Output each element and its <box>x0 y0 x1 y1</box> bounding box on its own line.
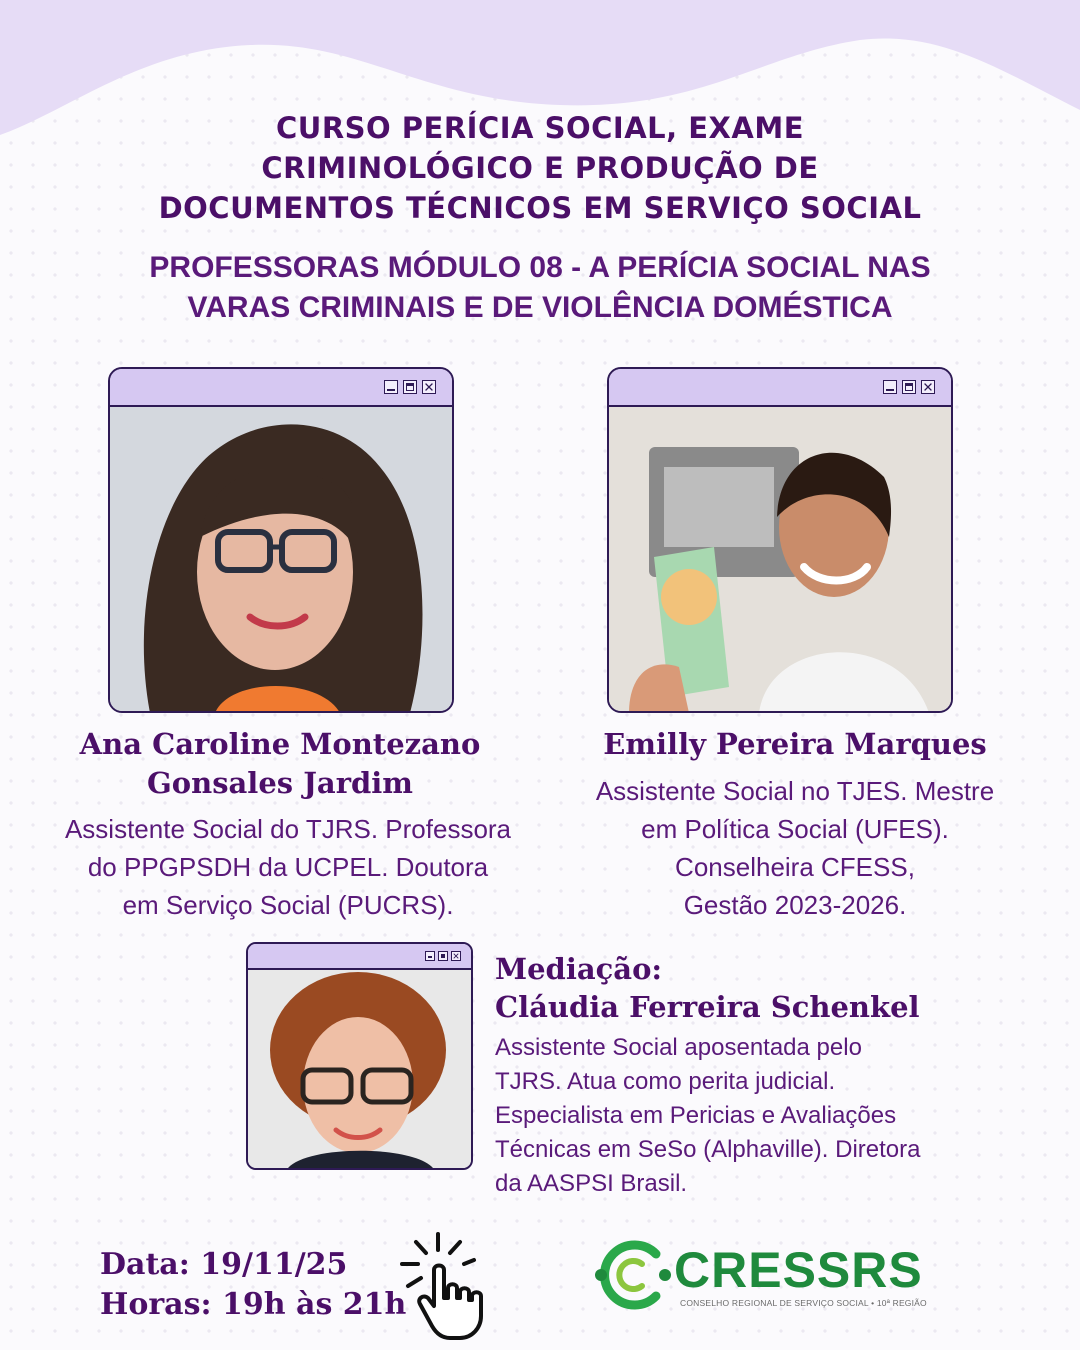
mediator-photo <box>248 970 471 1168</box>
mediator-bio-line: Assistente Social aposentada pelo <box>495 1034 862 1061</box>
module-subtitle-line: PROFESSORAS MÓDULO 08 - A PERÍCIA SOCIAL NAS <box>149 251 931 284</box>
speaker-1-bio-line: em Serviço Social (PUCRS). <box>122 890 454 920</box>
speaker-1-name-line: Ana Caroline Montezano <box>79 727 481 761</box>
event-date: Data: 19/11/25 <box>100 1247 348 1282</box>
speaker-2-photo <box>609 407 951 713</box>
mediator-bio-line: TJRS. Atua como perita judicial. <box>495 1068 836 1095</box>
mediation-label: Mediação: <box>495 952 663 986</box>
logo-subtitle: CONSELHO REGIONAL DE SERVIÇO SOCIAL • 10ª REGIÃO <box>680 1298 927 1308</box>
speaker-2-bio <box>555 772 1035 924</box>
speaker-1-bio <box>20 810 556 924</box>
cressrs-logo <box>594 1240 927 1315</box>
speaker-1-name-line: Gonsales Jardim <box>147 766 413 800</box>
mediator-photo-window <box>246 942 473 1170</box>
speaker-2-name-line: Emilly Pereira Marques <box>603 727 987 761</box>
speaker-1-bio-line: do PPGPSDH da UCPEL. Doutora <box>87 852 489 882</box>
event-schedule <box>100 1245 406 1325</box>
speaker-2-name <box>550 725 1040 764</box>
mediator-bio-line: Especialista em Pericias e Avaliações <box>495 1102 897 1129</box>
close-icon[interactable] <box>422 380 436 394</box>
speaker-2-bio-line: em Política Social (UFES). <box>641 814 949 844</box>
maximize-icon[interactable] <box>438 951 448 961</box>
minimize-icon[interactable] <box>425 951 435 961</box>
click-hand-icon <box>398 1228 513 1343</box>
mediator-bio <box>495 1031 921 1201</box>
mediator-name: Cláudia Ferreira Schenkel <box>495 990 920 1024</box>
course-title-line: DOCUMENTOS TÉCNICOS EM SERVIÇO SOCIAL <box>158 191 922 225</box>
window-titlebar <box>110 369 452 407</box>
module-subtitle <box>0 248 1080 328</box>
window-titlebar <box>609 369 951 407</box>
minimize-icon[interactable] <box>883 380 897 394</box>
mediator-bio-line: Técnicas em SeSo (Alphaville). Diretora <box>495 1136 921 1163</box>
window-titlebar <box>248 944 471 970</box>
mediation-title <box>495 950 920 1026</box>
course-title <box>0 108 1080 228</box>
speaker-1-name <box>30 725 530 803</box>
minimize-icon[interactable] <box>384 380 398 394</box>
speaker-2-photo-window <box>607 367 953 713</box>
mediator-bio-line: da AASPSI Brasil. <box>495 1170 688 1197</box>
course-title-line: CRIMINOLÓGICO E PRODUÇÃO DE <box>261 151 819 185</box>
speaker-2-bio-line: Conselheira CFESS, <box>675 852 915 882</box>
module-subtitle-line: VARAS CRIMINAIS E DE VIOLÊNCIA DOMÉSTICA <box>187 291 893 324</box>
speaker-2-bio-line: Assistente Social no TJES. Mestre <box>595 776 995 806</box>
close-icon[interactable] <box>921 380 935 394</box>
maximize-icon[interactable] <box>902 380 916 394</box>
course-title-line: CURSO PERÍCIA SOCIAL, EXAME <box>275 111 805 145</box>
speaker-1-photo-window <box>108 367 454 713</box>
cressrs-logo-mark <box>594 1240 674 1310</box>
maximize-icon[interactable] <box>403 380 417 394</box>
logo-wordmark: CRESSRS <box>674 1242 923 1298</box>
close-icon[interactable] <box>451 951 461 961</box>
speaker-1-photo <box>110 407 452 713</box>
event-hours: Horas: 19h às 21h <box>100 1287 407 1322</box>
speaker-2-bio-line: Gestão 2023-2026. <box>683 890 907 920</box>
speaker-1-bio-line: Assistente Social do TJRS. Professora <box>64 814 512 844</box>
